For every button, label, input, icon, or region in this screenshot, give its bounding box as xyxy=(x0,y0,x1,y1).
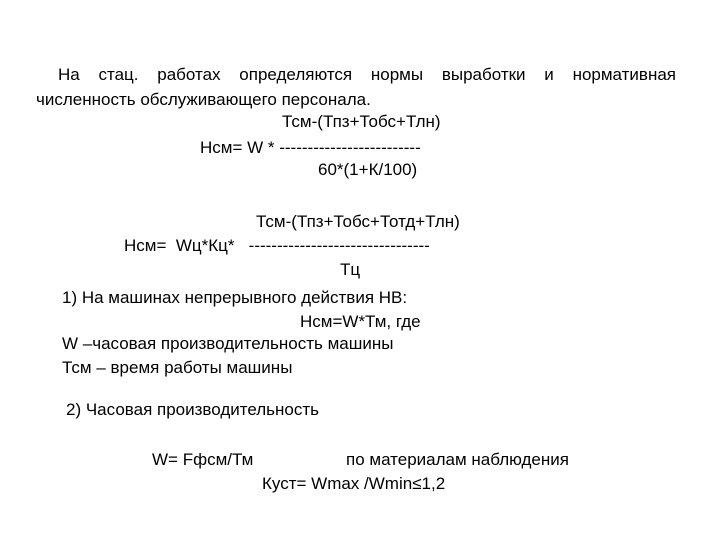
hourly-formula: W= Fфсм/Тм xyxy=(152,450,254,469)
formula1-numerator: Тсм-(Тпз+Тобс+Тлн) xyxy=(282,112,441,131)
intro-paragraph: На стац. работах определяются нормы выработки и нормативная численность обслуживающего персонала. xyxy=(36,65,676,109)
hourly-heading: 2) Часовая производительность xyxy=(66,400,319,419)
hourly-note: по материалам наблюдения xyxy=(346,450,569,469)
formula1-denominator: 60*(1+К/100) xyxy=(318,160,418,179)
formula2-numerator: Тсм-(Тпз+Тобс+Тотд+Тлн) xyxy=(256,212,460,231)
stability-coefficient: Куст= Wmax /Wmin≤1,2 xyxy=(262,474,446,493)
formula2-denominator: Тц xyxy=(340,260,361,279)
definition-w: W –часовая производительность машины xyxy=(62,334,394,353)
continuous-heading: 1) На машинах непрерывного действия НВ: xyxy=(62,288,408,307)
definition-t: Тсм – время работы машины xyxy=(62,358,293,377)
formula1-main: Нсм= W * ------------------------- xyxy=(200,138,421,157)
formula2-main: Нсм= Wц*Кц* -------------------------------- xyxy=(124,236,430,255)
continuous-formula: Нсм=W*Тм, где xyxy=(300,312,421,331)
